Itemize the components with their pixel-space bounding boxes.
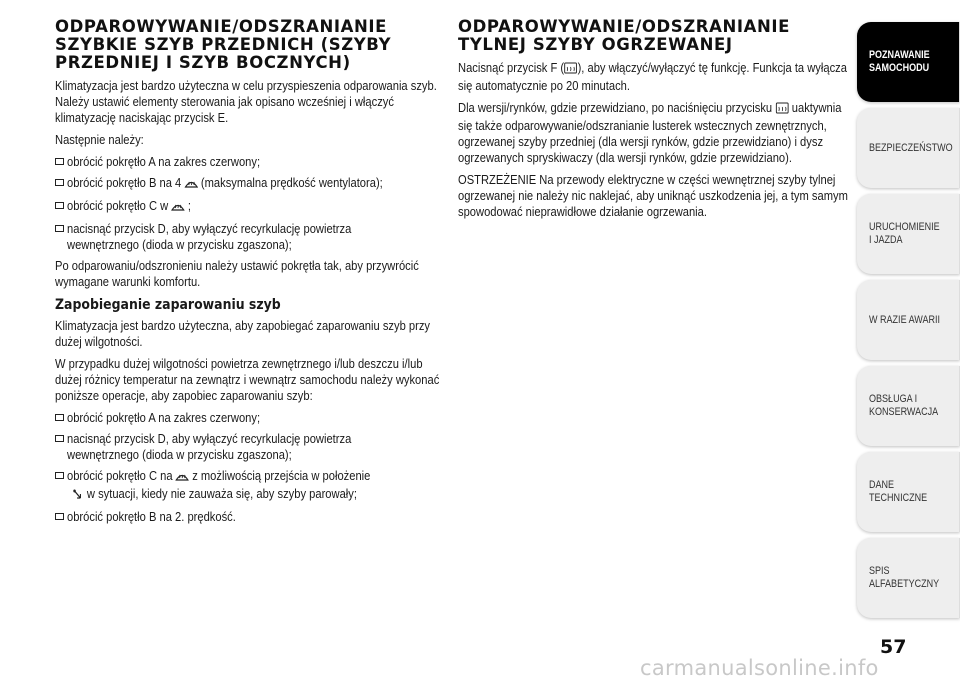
checkbox-bullet — [55, 179, 64, 186]
tab-spis-alfabetyczny[interactable] — [857, 538, 960, 618]
windshield-defrost-icon — [171, 200, 184, 216]
paragraph-text: uaktywnia się także odparowywanie/odszranianie lusterek wstecznych zewnętrznych, ogrzewanej szyby przedniej (dla wersji rynków, gdzie przewidziano) i dysz ogrzewanych spryskiwaczy (dla wersji rynków, gdzie przewidziano). — [458, 100, 842, 165]
rear-defrost-icon — [775, 102, 788, 118]
title-line: TYLNEJ SZYBY OGRZEWANEJ — [458, 35, 733, 54]
title-line: ODPAROWYWANIE/ODSZRANIANIE — [55, 17, 388, 36]
list-text: nacisnąć przycisk D, aby wyłączyć recyrkulację powietrza wewnętrznego (dioda w przycisku zgaszona); — [67, 221, 352, 252]
list-text: ; — [184, 198, 191, 213]
checkbox-bullet — [55, 435, 64, 442]
checkbox-bullet — [55, 202, 64, 209]
checkbox-bullet — [55, 472, 64, 479]
tab-label: URUCHOMIENIE I JAZDA — [869, 221, 940, 246]
list-item — [55, 468, 445, 504]
tab-bezpieczenstwo[interactable] — [857, 108, 960, 188]
list-item — [55, 509, 445, 525]
feet-vent-icon — [72, 488, 84, 504]
paragraph — [458, 60, 853, 94]
paragraph-text: Nacisnąć przycisk F ( — [458, 60, 565, 75]
list-item — [55, 175, 445, 193]
checkbox-bullet — [55, 225, 64, 232]
list-text: w sytuacji, kiedy nie zauważa się, aby szyby parowały; — [83, 486, 357, 501]
paragraph-text: Dla wersji/rynków, gdzie przewidziano, po naciśnięciu przycisku — [458, 100, 776, 115]
checkbox-bullet — [55, 158, 64, 165]
list-item — [55, 221, 445, 253]
tab-w-razie-awarii[interactable] — [857, 280, 960, 360]
tab-uruchomienie-i-jazda[interactable] — [857, 194, 960, 274]
list-item — [55, 431, 445, 463]
windshield-defrost-icon — [176, 470, 189, 486]
checkbox-bullet — [55, 513, 64, 520]
list-item — [55, 198, 445, 216]
list-item — [55, 410, 445, 426]
after-paragraph: Po odparowaniu/odszronieniu należy ustawić pokrętła tak, aby przywrócić wymagane warunki komfortu. — [55, 258, 419, 289]
title-line: SZYBKIE SZYB PRZEDNICH (SZYBY — [55, 35, 392, 54]
tab-label: W RAZIE AWARII — [869, 313, 940, 326]
watermark: carmanualsonline.info — [640, 656, 879, 680]
chapter-tabs — [857, 22, 960, 624]
left-column — [55, 18, 445, 530]
section-title-front — [55, 18, 445, 72]
tab-label: OBSŁUGA I KONSERWACJA — [869, 393, 939, 418]
tab-obsluga-i-konserwacja[interactable] — [857, 366, 960, 446]
paragraph: Klimatyzacja jest bardzo użyteczna, aby zapobiegać zaparowaniu szyb przy dużej wilgotności. — [55, 318, 430, 349]
tab-label: BEZPIECZEŃSTWO — [869, 141, 953, 154]
right-column — [458, 18, 853, 226]
tab-label: POZNAWANIE SAMOCHODU — [869, 49, 930, 74]
intro-paragraph: Klimatyzacja jest bardzo użyteczna w celu przyspieszenia odparowania szyb. Należy ustawić elementy sterowania jak opisano wcześniej i włączyć klimatyzację naciskając przycisk E. — [55, 78, 437, 125]
list-text: z możliwością przejścia w położenie — [189, 468, 371, 483]
list-text: (maksymalna prędkość wentylatora); — [197, 175, 383, 190]
page-number: 57 — [880, 636, 907, 658]
list-text: obrócić pokrętło C w — [67, 198, 172, 213]
list-text: obrócić pokrętło C na — [67, 468, 176, 483]
paragraph — [458, 100, 853, 166]
subheading: Zapobieganie zaparowaniu szyb — [55, 297, 281, 313]
list-text: obrócić pokrętło B na 4 — [67, 175, 185, 190]
warning-paragraph: OSTRZEŻENIE Na przewody elektryczne w części wewnętrznej szyby tylnej ogrzewanej nie należy nic naklejać, aby uniknąć uszkodzenia jej, a tym samym spowodować nieprawidłowe działanie ogrzewania. — [458, 172, 848, 219]
title-line: ODPAROWYWANIE/ODSZRANIANIE — [458, 17, 791, 36]
tab-poznawanie-samochodu[interactable] — [857, 22, 960, 102]
then-paragraph: Następnie należy: — [55, 132, 144, 147]
windshield-defrost-icon — [184, 177, 197, 193]
tab-label: SPIS ALFABETYCZNY — [869, 565, 940, 590]
checkbox-bullet — [55, 414, 64, 421]
list-text: obrócić pokrętło A na zakres czerwony; — [67, 154, 261, 169]
section-title-rear — [458, 18, 853, 54]
tab-label: DANE TECHNICZNE — [869, 479, 928, 504]
list-item — [55, 154, 445, 170]
tab-dane-techniczne[interactable] — [857, 452, 960, 532]
list-text: obrócić pokrętło B na 2. prędkość. — [67, 509, 236, 524]
list-text: nacisnąć przycisk D, aby wyłączyć recyrkulację powietrza wewnętrznego (dioda w przycisku zgaszona); — [67, 431, 352, 462]
paragraph: W przypadku dużej wilgotności powietrza zewnętrznego i/lub deszczu i/lub dużej różnicy temperatur na zewnątrz i wewnątrz samochodu należy wykonać poniższe operacje, aby zapobiec zaparowaniu szyb: — [55, 356, 440, 403]
list-text: obrócić pokrętło A na zakres czerwony; — [67, 410, 261, 425]
title-line: PRZEDNIEJ I SZYB BOCZNYCH) — [55, 53, 351, 72]
paragraph-text: ), aby włączyć/wyłączyć tę funkcję. Funkcja ta wyłącza się automatycznie po 20 minutach. — [458, 60, 847, 93]
rear-defrost-icon — [564, 62, 577, 78]
